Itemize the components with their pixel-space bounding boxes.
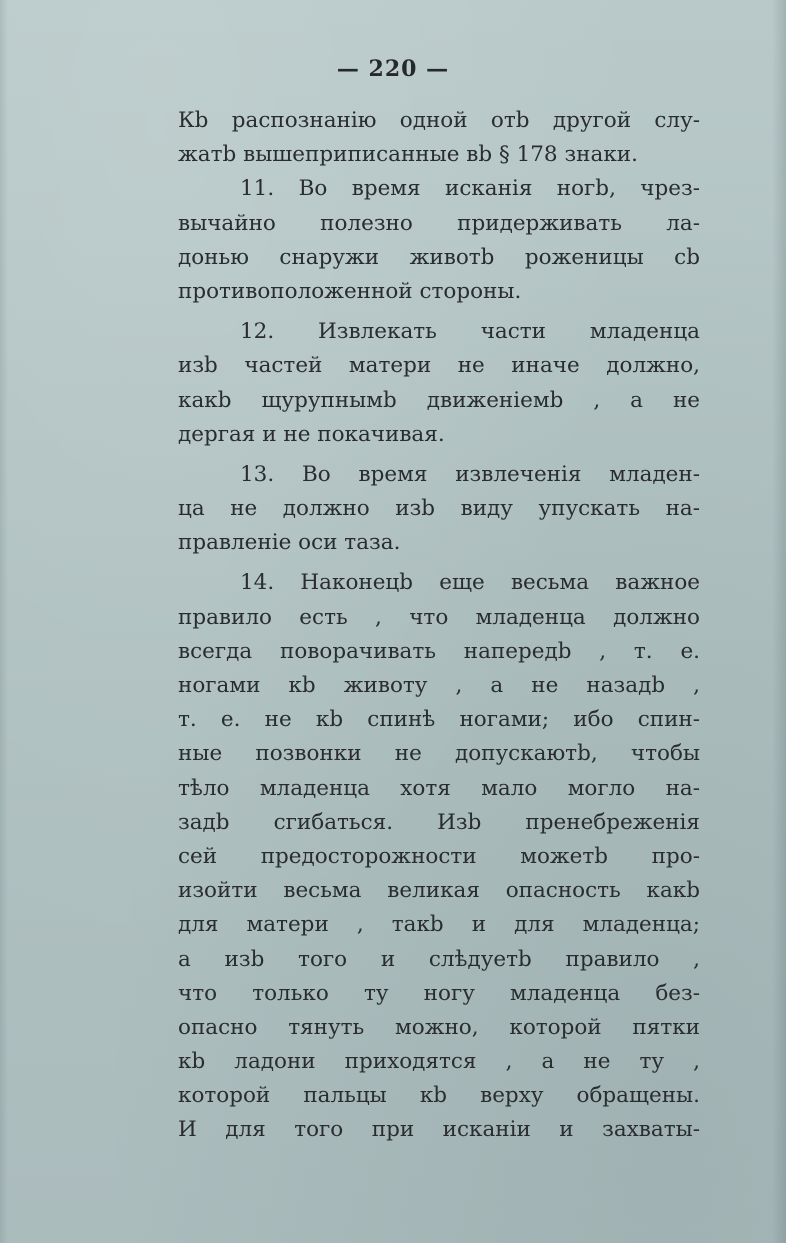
paragraph-14-start: 14. Наконецb еще весьма важное [240,570,700,596]
text-line: сей предосторожности можетb про- [178,843,700,869]
text-line: правленiе оси таза. [178,530,401,556]
paragraph-12-start: 12. Извлекать части младенца [240,319,700,345]
text-line: противоположенной стороны. [178,278,522,304]
text-line: кb ладони приходятся , а не ту , [178,1049,700,1075]
text-line: правило есть , что младенца должно [178,604,700,630]
text-line: изойти весьма великая опасность какb [178,878,700,904]
text-line: жатb вышеприписанные вb § 178 знаки. [178,142,638,168]
text-line: дергая и не покачивая. [178,421,445,447]
page-right-edge [772,0,786,1243]
text-line: какb щурупнымb движенiемb , а не [178,387,700,413]
body-text [178,104,700,1148]
text-line: которой пальцы кb верху обращены. [178,1083,700,1109]
paragraph-13-start: 13. Во время извлеченiя младен- [240,461,700,487]
page-left-edge [0,0,8,1243]
page-number: — 220 — [336,56,450,82]
text-line: а изb того и слѣдуетb правило , [178,946,700,972]
text-line: т. е. не кb спинѣ ногами; ибо спин- [178,707,700,733]
paragraph-11-start: 11. Во время исканiя ногb, чрез- [240,176,700,202]
text-line: задb сгибаться. Изb пренебреженiя [178,809,700,835]
text-line: И для того при исканiи и захваты- [178,1117,700,1143]
text-line: Кb распознанiю одной отb другой слу- [178,108,700,133]
text-line: тѣло младенца хотя мало могло на- [178,775,700,801]
text-line: ца не должно изb виду упускать на- [178,496,700,522]
text-line: ногами кb животу , а не назадb , [178,673,700,698]
text-line: ные позвонки не допускаютb, чтобы [178,741,700,767]
text-line: для матери , такb и для младенца; [178,912,700,938]
text-line: опасно тянуть можно, которой пятки [178,1014,700,1040]
text-line: донью снаружи животb роженицы сb [178,244,700,270]
text-line: всегда поворачивать напередb , т. е. [178,638,700,664]
text-line: изb частей матери не иначе должно, [178,353,700,379]
text-line: что только ту ногу младенца без- [178,980,700,1006]
text-line: вычайно полезно придерживать ла- [178,210,700,236]
